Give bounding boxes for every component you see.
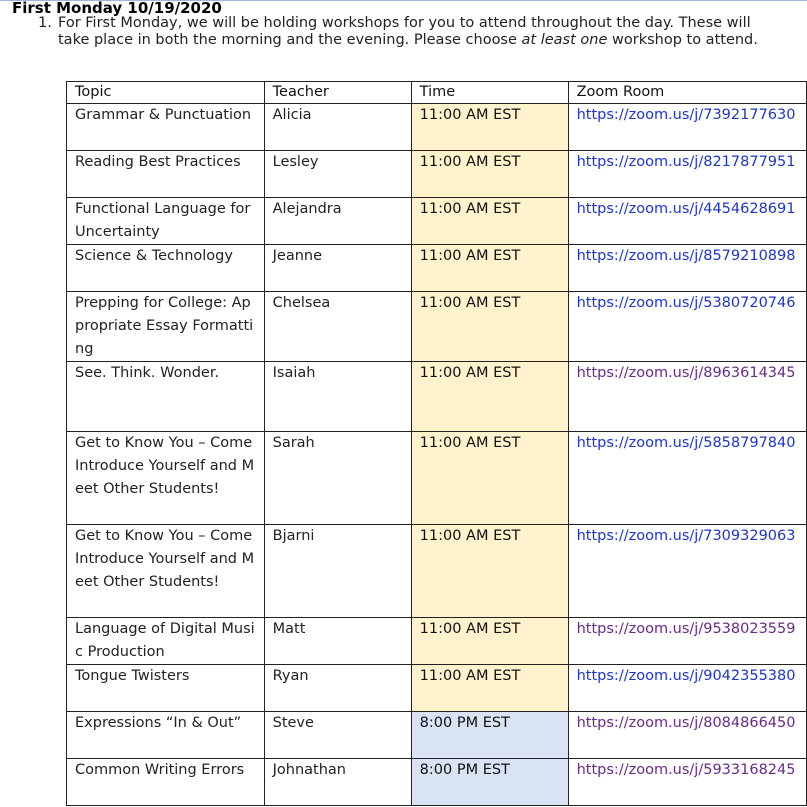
- topic-cell: Tongue Twisters: [67, 665, 265, 712]
- teacher-cell: Sarah: [264, 432, 411, 525]
- table-row: [67, 432, 807, 525]
- teacher-cell: Steve: [264, 712, 411, 759]
- zoom-link[interactable]: https://zoom.us/j/7392177630: [568, 104, 806, 151]
- teacher-cell: Isaiah: [264, 362, 411, 432]
- table-row: [67, 151, 807, 198]
- zoom-link[interactable]: https://zoom.us/j/8217877951: [568, 151, 806, 198]
- zoom-link[interactable]: https://zoom.us/j/9538023559: [568, 618, 806, 665]
- teacher-cell: Matt: [264, 618, 411, 665]
- table-row: [67, 362, 807, 432]
- time-cell: 11:00 AM EST: [411, 665, 568, 712]
- time-cell: 11:00 AM EST: [411, 525, 568, 618]
- zoom-link[interactable]: https://zoom.us/j/8579210898: [568, 245, 806, 292]
- topic-cell: Grammar & Punctuation: [67, 104, 265, 151]
- header-zoom-room: Zoom Room: [568, 82, 806, 104]
- teacher-cell: Alejandra: [264, 198, 411, 245]
- table-row: [67, 759, 807, 806]
- time-cell: 11:00 AM EST: [411, 151, 568, 198]
- table-row: [67, 618, 807, 665]
- time-cell: 11:00 AM EST: [411, 292, 568, 362]
- topic-cell: Get to Know You – Come Introduce Yourself and Meet Other Students!: [67, 432, 265, 525]
- time-cell: 11:00 AM EST: [411, 362, 568, 432]
- teacher-cell: Alicia: [264, 104, 411, 151]
- time-cell: 8:00 PM EST: [411, 759, 568, 806]
- zoom-link[interactable]: https://zoom.us/j/8963614345: [568, 362, 806, 432]
- table-row: [67, 525, 807, 618]
- header-topic: Topic: [67, 82, 265, 104]
- table-row: [67, 712, 807, 759]
- zoom-link[interactable]: https://zoom.us/j/5380720746: [568, 292, 806, 362]
- table-row: [67, 245, 807, 292]
- header-teacher: Teacher: [264, 82, 411, 104]
- topic-cell: Common Writing Errors: [67, 759, 265, 806]
- topic-cell: Prepping for College: Appropriate Essay Formatting: [67, 292, 265, 362]
- workshop-table: [66, 81, 807, 806]
- time-cell: 8:00 PM EST: [411, 712, 568, 759]
- instruction-emphasis: at least one: [521, 32, 608, 48]
- teacher-cell: Chelsea: [264, 292, 411, 362]
- teacher-cell: Bjarni: [264, 525, 411, 618]
- topic-cell: Science & Technology: [67, 245, 265, 292]
- time-cell: 11:00 AM EST: [411, 245, 568, 292]
- teacher-cell: Lesley: [264, 151, 411, 198]
- zoom-link[interactable]: https://zoom.us/j/5933168245: [568, 759, 806, 806]
- header-time: Time: [411, 82, 568, 104]
- topic-cell: Expressions “In & Out”: [67, 712, 265, 759]
- teacher-cell: Jeanne: [264, 245, 411, 292]
- time-cell: 11:00 AM EST: [411, 618, 568, 665]
- teacher-cell: Johnathan: [264, 759, 411, 806]
- zoom-link[interactable]: https://zoom.us/j/8084866450: [568, 712, 806, 759]
- teacher-cell: Ryan: [264, 665, 411, 712]
- time-cell: 11:00 AM EST: [411, 104, 568, 151]
- table-header-row: [67, 82, 807, 104]
- table-row: [67, 198, 807, 245]
- instruction-line-2: [58, 32, 758, 49]
- zoom-link[interactable]: https://zoom.us/j/5858797840: [568, 432, 806, 525]
- zoom-link[interactable]: https://zoom.us/j/4454628691: [568, 198, 806, 245]
- topic-cell: Functional Language for Uncertainty: [67, 198, 265, 245]
- page-title: First Monday 10/19/2020: [12, 0, 222, 17]
- table-row: [67, 665, 807, 712]
- time-cell: 11:00 AM EST: [411, 198, 568, 245]
- instruction-text-end: workshop to attend.: [607, 32, 758, 48]
- list-number: 1.: [38, 15, 52, 31]
- topic-cell: Reading Best Practices: [67, 151, 265, 198]
- table-row: [67, 292, 807, 362]
- table-row: [67, 104, 807, 151]
- zoom-link[interactable]: https://zoom.us/j/7309329063: [568, 525, 806, 618]
- topic-cell: Get to Know You – Come Introduce Yourself and Meet Other Students!: [67, 525, 265, 618]
- instruction-line-1: For First Monday, we will be holding workshops for you to attend throughout the day. These will: [58, 15, 751, 31]
- instruction-text: take place in both the morning and the evening. Please choose: [58, 32, 522, 48]
- topic-cell: Language of Digital Music Production: [67, 618, 265, 665]
- zoom-link[interactable]: https://zoom.us/j/9042355380: [568, 665, 806, 712]
- topic-cell: See. Think. Wonder.: [67, 362, 265, 432]
- time-cell: 11:00 AM EST: [411, 432, 568, 525]
